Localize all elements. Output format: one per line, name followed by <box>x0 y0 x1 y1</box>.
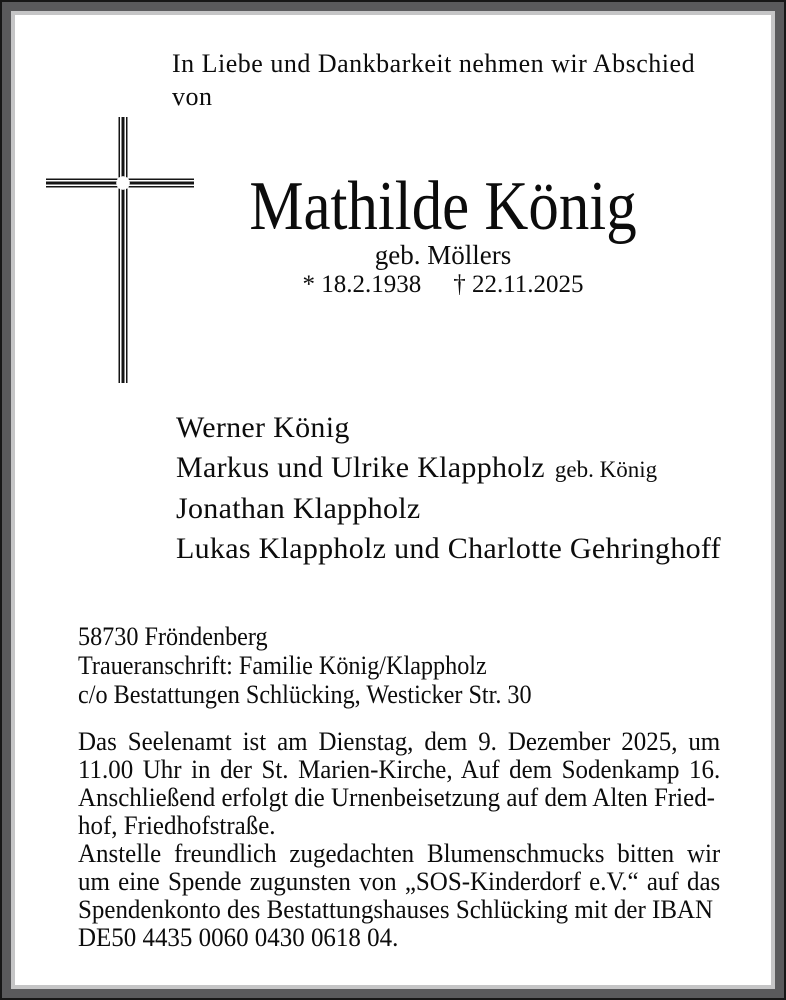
mourner-name: Lukas Klappholz und Charlotte Gehringhoff <box>176 531 721 565</box>
intro-line-2: von <box>172 82 213 111</box>
mourner-row <box>176 529 721 569</box>
announcement-line: DE50 4435 0060 0430 0618 04. <box>78 923 399 952</box>
announcement-line: Spendenkonto des Bestattungshauses Schlücking mit der IBAN <box>78 895 714 924</box>
city-line: 58730 Fröndenberg <box>78 622 268 651</box>
funeral-home-line: c/o Bestattungen Schlücking, Westicker Str. 30 <box>78 680 532 709</box>
birth-date: * 18.2.1938 <box>302 271 422 298</box>
announcement-line: hof, Friedhofstraße. <box>78 811 276 840</box>
announcement-line: um eine Spende zugunsten von „SOS-Kinderdorf e.V.“ auf das <box>78 867 721 896</box>
condolence-address-line: Traueranschrift: Familie König/Klappholz <box>78 651 487 680</box>
intro-line-1: In Liebe und Dankbarkeit nehmen wir Abschied <box>172 49 696 78</box>
mourner-name: Jonathan Klappholz <box>176 492 421 525</box>
announcement-line: Das Seelenamt ist am Dienstag, dem 9. Dezember 2025, um <box>78 727 721 756</box>
life-dates <box>160 271 726 299</box>
mourner-name-suffix: geb. König <box>554 456 658 482</box>
mourner-name: Markus und Ulrike Klappholz <box>176 450 545 484</box>
announcement-text <box>78 728 720 952</box>
announcement-line: Anstelle freundlich zugedachten Blumenschmucks bitten wir <box>78 839 721 868</box>
intro-text <box>172 47 732 113</box>
maiden-name: geb. Möllers <box>374 240 512 270</box>
mourner-name: Werner König <box>176 411 350 444</box>
announcement-line: 11.00 Uhr in der St. Marien-Kirche, Auf dem Sodenkamp 16. <box>78 755 721 784</box>
deceased-name: Mathilde König <box>249 168 637 245</box>
death-date: † 22.11.2025 <box>453 271 584 298</box>
mourner-row <box>176 489 721 529</box>
announcement-line: Anschließend erfolgt die Urnenbeisetzung auf dem Alten Fried- <box>78 783 715 812</box>
address-block <box>78 622 599 709</box>
mourner-row <box>176 408 721 448</box>
mourner-row <box>176 448 721 490</box>
mourners-list <box>176 408 721 568</box>
